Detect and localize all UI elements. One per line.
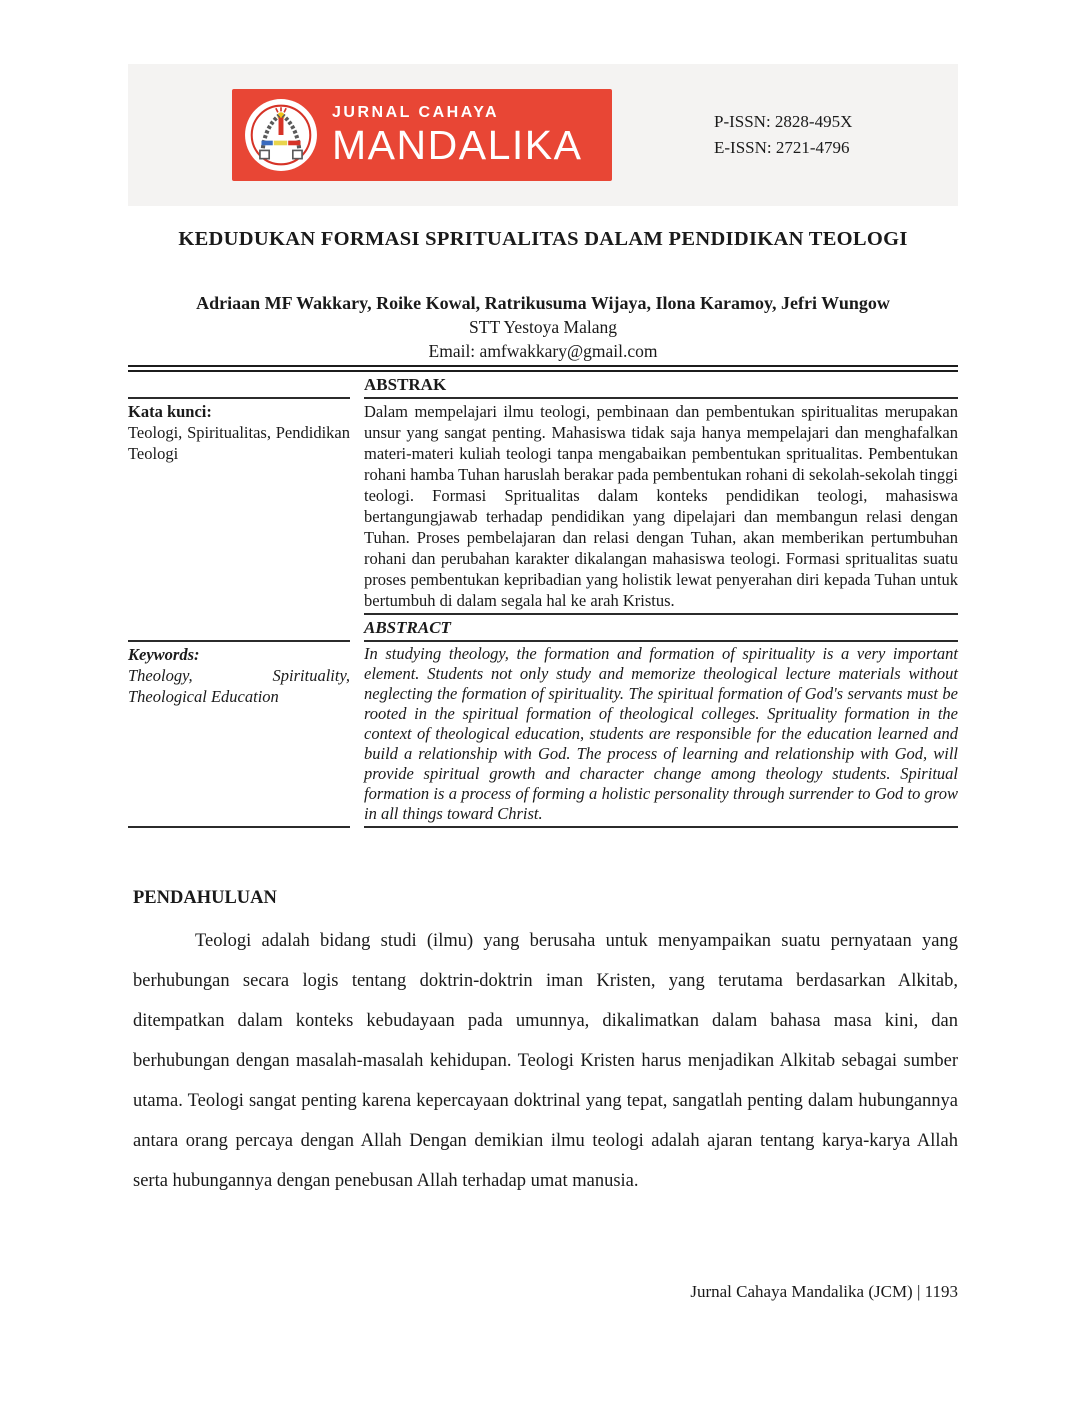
journal-name-top: JURNAL CAHAYA bbox=[332, 103, 500, 121]
abstract-en-header-left-spacer bbox=[128, 615, 350, 642]
journal-header bbox=[128, 64, 958, 206]
journal-emblem-icon bbox=[244, 98, 318, 172]
journal-logo-text bbox=[332, 105, 582, 166]
p-issn: P-ISSN: 2828-495X bbox=[714, 112, 853, 131]
abstract-id-body: Dalam mempelajari ilmu teologi, pembinaan dan pembentukan spiritualitas merupakan unsur yang sangat penting. Mahasiswa tidak saja hanya mempelajari dan menghafalkan materi-materi kuliah teologi tanpa mengabaikan pembentukan spritualitas. Pembentukan rohani hamba Tuhan haruslah berakar pada pembentukan rohani di sekolah-sekolah tinggi teologi. Formasi Spritualitas dalam konteks pendidikan teologi, mahasiswa bertangungjawab terhadap pendidikan yang dipelajari dan membangun relasi dengan Tuhan. Proses pembelajaran dan relasi dengan Tuhan, akan memberikan pertumbuhan rohani dan perubahan karakter dikalangan mahasiswa teologi. Formasi spritualitas suatu proses pembentukan kepribadian yang holistik lewat penyerahan diri kepada Tuhan untuk bertumbuh di dalam segala hal ke arah Kristus. bbox=[364, 399, 958, 615]
abstract-en-body: In studying theology, the formation and formation of spirituality is a very important element. Students not only study and memorize theological lecture materials without neglecting the formation of spirituality. The spiritual formation of God's servants must be rooted in the spiritual formation of theological colleges. Sprituality formation in the context of theological education, students are responsible for the education learned and build a relationship with God. The process of learning and relationship with God, will provide spiritual growth and character change among theology students. Spiritual formation is a process of forming a holistic personality through surrender to God to grow in all things toward Christ. bbox=[364, 642, 958, 828]
keywords-label: Keywords: bbox=[128, 645, 200, 664]
abstract-en-header: ABSTRACT bbox=[364, 615, 958, 642]
abstract-table bbox=[128, 372, 958, 828]
affiliation: STT Yestoya Malang bbox=[469, 317, 617, 337]
abstract-id-header-left-spacer bbox=[128, 372, 350, 399]
issn-block bbox=[714, 109, 852, 161]
journal-logo bbox=[232, 89, 612, 181]
email-line: Email: amfwakkary@gmail.com bbox=[428, 341, 658, 361]
double-rule bbox=[128, 365, 958, 372]
authors-line: Adriaan MF Wakkary, Roike Kowal, Ratrikusuma Wijaya, Ilona Karamoy, Jefri Wungow bbox=[196, 293, 890, 313]
journal-name-main: MANDALIKA bbox=[332, 121, 583, 168]
intro-paragraph: Teologi adalah bidang studi (ilmu) yang berusaha untuk menyampaikan suatu pernyataan yang berhubungan secara logis tentang doktrin-doktrin iman Kristen, yang terutama berdasarkan Alkitab, ditempatkan dalam konteks kebudayaan pada umunnya, dikalimatkan dalam bahasa masa kini, dan berhubungan dengan masalah-masalah kehidupan. Teologi Kristen harus menjadikan Alkitab sebagai sumber utama. Teologi sangat penting karena kepercayaan doktrinal yang tepat, sangatlah penting dalam hubungannya antara orang percaya dengan Allah Dengan demikian ilmu teologi adalah ajaran tentang karya-karya Allah serta hubungannya dengan penebusan Allah terhadap umat manusia. bbox=[133, 931, 958, 1191]
kata-kunci-label: Kata kunci: bbox=[128, 402, 212, 421]
e-issn: E-ISSN: 2721-4796 bbox=[714, 138, 850, 157]
keywords-list: Theology, Spirituality, Theological Education bbox=[128, 666, 350, 706]
paper-title: KEDUDUKAN FORMASI SPRITUALITAS DALAM PENDIDIKAN TEOLOGI bbox=[178, 228, 908, 250]
section-heading-pendahuluan: PENDAHULUAN bbox=[133, 888, 277, 908]
kata-kunci-cell bbox=[128, 399, 350, 615]
abstract-id-header: ABSTRAK bbox=[364, 372, 958, 399]
kata-kunci-keywords: Teologi, Spiritualitas, Pendidikan Teologi bbox=[128, 423, 350, 463]
page-footer: Jurnal Cahaya Mandalika (JCM) | 1193 bbox=[690, 1282, 958, 1301]
page-content bbox=[128, 0, 958, 1201]
keywords-cell bbox=[128, 642, 350, 828]
